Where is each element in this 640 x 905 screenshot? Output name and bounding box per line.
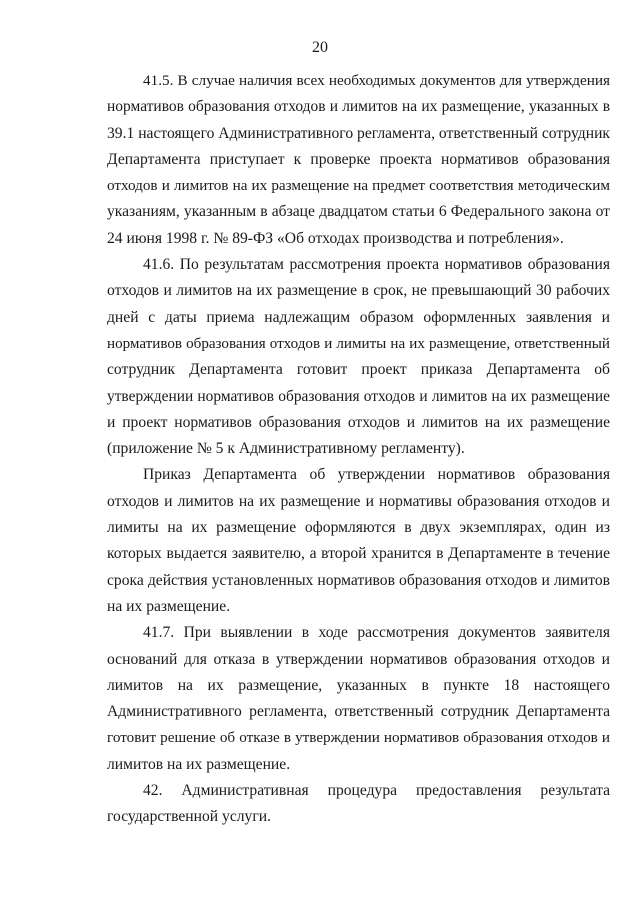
- text-line: готовит решение об отказе в утверждении нормативов образования отходов и: [107, 729, 610, 747]
- text-line: указаниям, указанным в абзаце двадцатом статьи 6 Федерального закона от: [107, 203, 610, 221]
- text-line: Департамента приступает к проверке проекта нормативов образования: [107, 150, 610, 168]
- text-line: оснований для отказа в утверждении нормативов образования отходов и: [107, 650, 610, 668]
- text-line: 42. Административная процедура предоставления результата: [143, 782, 610, 800]
- text-line: государственной услуги.: [107, 808, 271, 826]
- document-body: [107, 68, 610, 831]
- text-line: которых выдается заявителю, а второй хранится в Департаменте в течение: [107, 545, 610, 563]
- text-line: лимитов на их размещение, указанных в пункте 18 настоящего: [107, 676, 610, 694]
- text-line: 24 июня 1998 г. № 89-ФЗ «Об отходах производства и потребления».: [107, 229, 564, 247]
- text-line: сотрудник Департамента готовит проект приказа Департамента об: [107, 361, 610, 379]
- text-line: дней с даты приема надлежащим образом оформленных заявления и: [107, 308, 610, 326]
- text-line: Административного регламента, ответственный сотрудник Департамента: [107, 703, 610, 721]
- text-line: лимиты на их размещение оформляются в двух экземплярах, один из: [107, 519, 610, 537]
- text-line: утверждении нормативов образования отходов и лимитов на их размещение: [107, 387, 610, 405]
- page-number: 20: [312, 39, 328, 56]
- text-line: 41.5. В случае наличия всех необходимых документов для утверждения: [143, 72, 610, 89]
- text-line: 41.6. По результатам рассмотрения проекта нормативов образования: [143, 256, 610, 274]
- text-line: отходов и лимитов на их размещение в срок, не превышающий 30 рабочих: [107, 282, 610, 300]
- text-line: (приложение № 5 к Административному регламенту).: [107, 440, 465, 458]
- text-line: 41.7. При выявлении в ходе рассмотрения документов заявителя: [143, 624, 610, 642]
- text-line: на их размещение.: [107, 597, 231, 615]
- text-line: отходов и лимитов на их размещение и нормативы образования отходов и: [107, 492, 610, 510]
- text-line: срока действия установленных нормативов образования отходов и лимитов: [107, 571, 610, 589]
- text-line: нормативов образования отходов и лимитов на их размещение, указанных в: [107, 98, 610, 116]
- text-line: лимитов на их размещение.: [107, 755, 291, 773]
- text-line: Приказ Департамента об утверждении нормативов образования: [143, 466, 610, 484]
- text-line: нормативов образования отходов и лимиты на их размещение, ответственный: [107, 335, 610, 352]
- text-line: 39.1 настоящего Административного регламента, ответственный сотрудник: [107, 124, 610, 142]
- text-line: и проект нормативов образования отходов и лимитов на их размещение: [107, 413, 610, 431]
- text-line: отходов и лимитов на их размещение на предмет соответствия методическим: [107, 177, 610, 195]
